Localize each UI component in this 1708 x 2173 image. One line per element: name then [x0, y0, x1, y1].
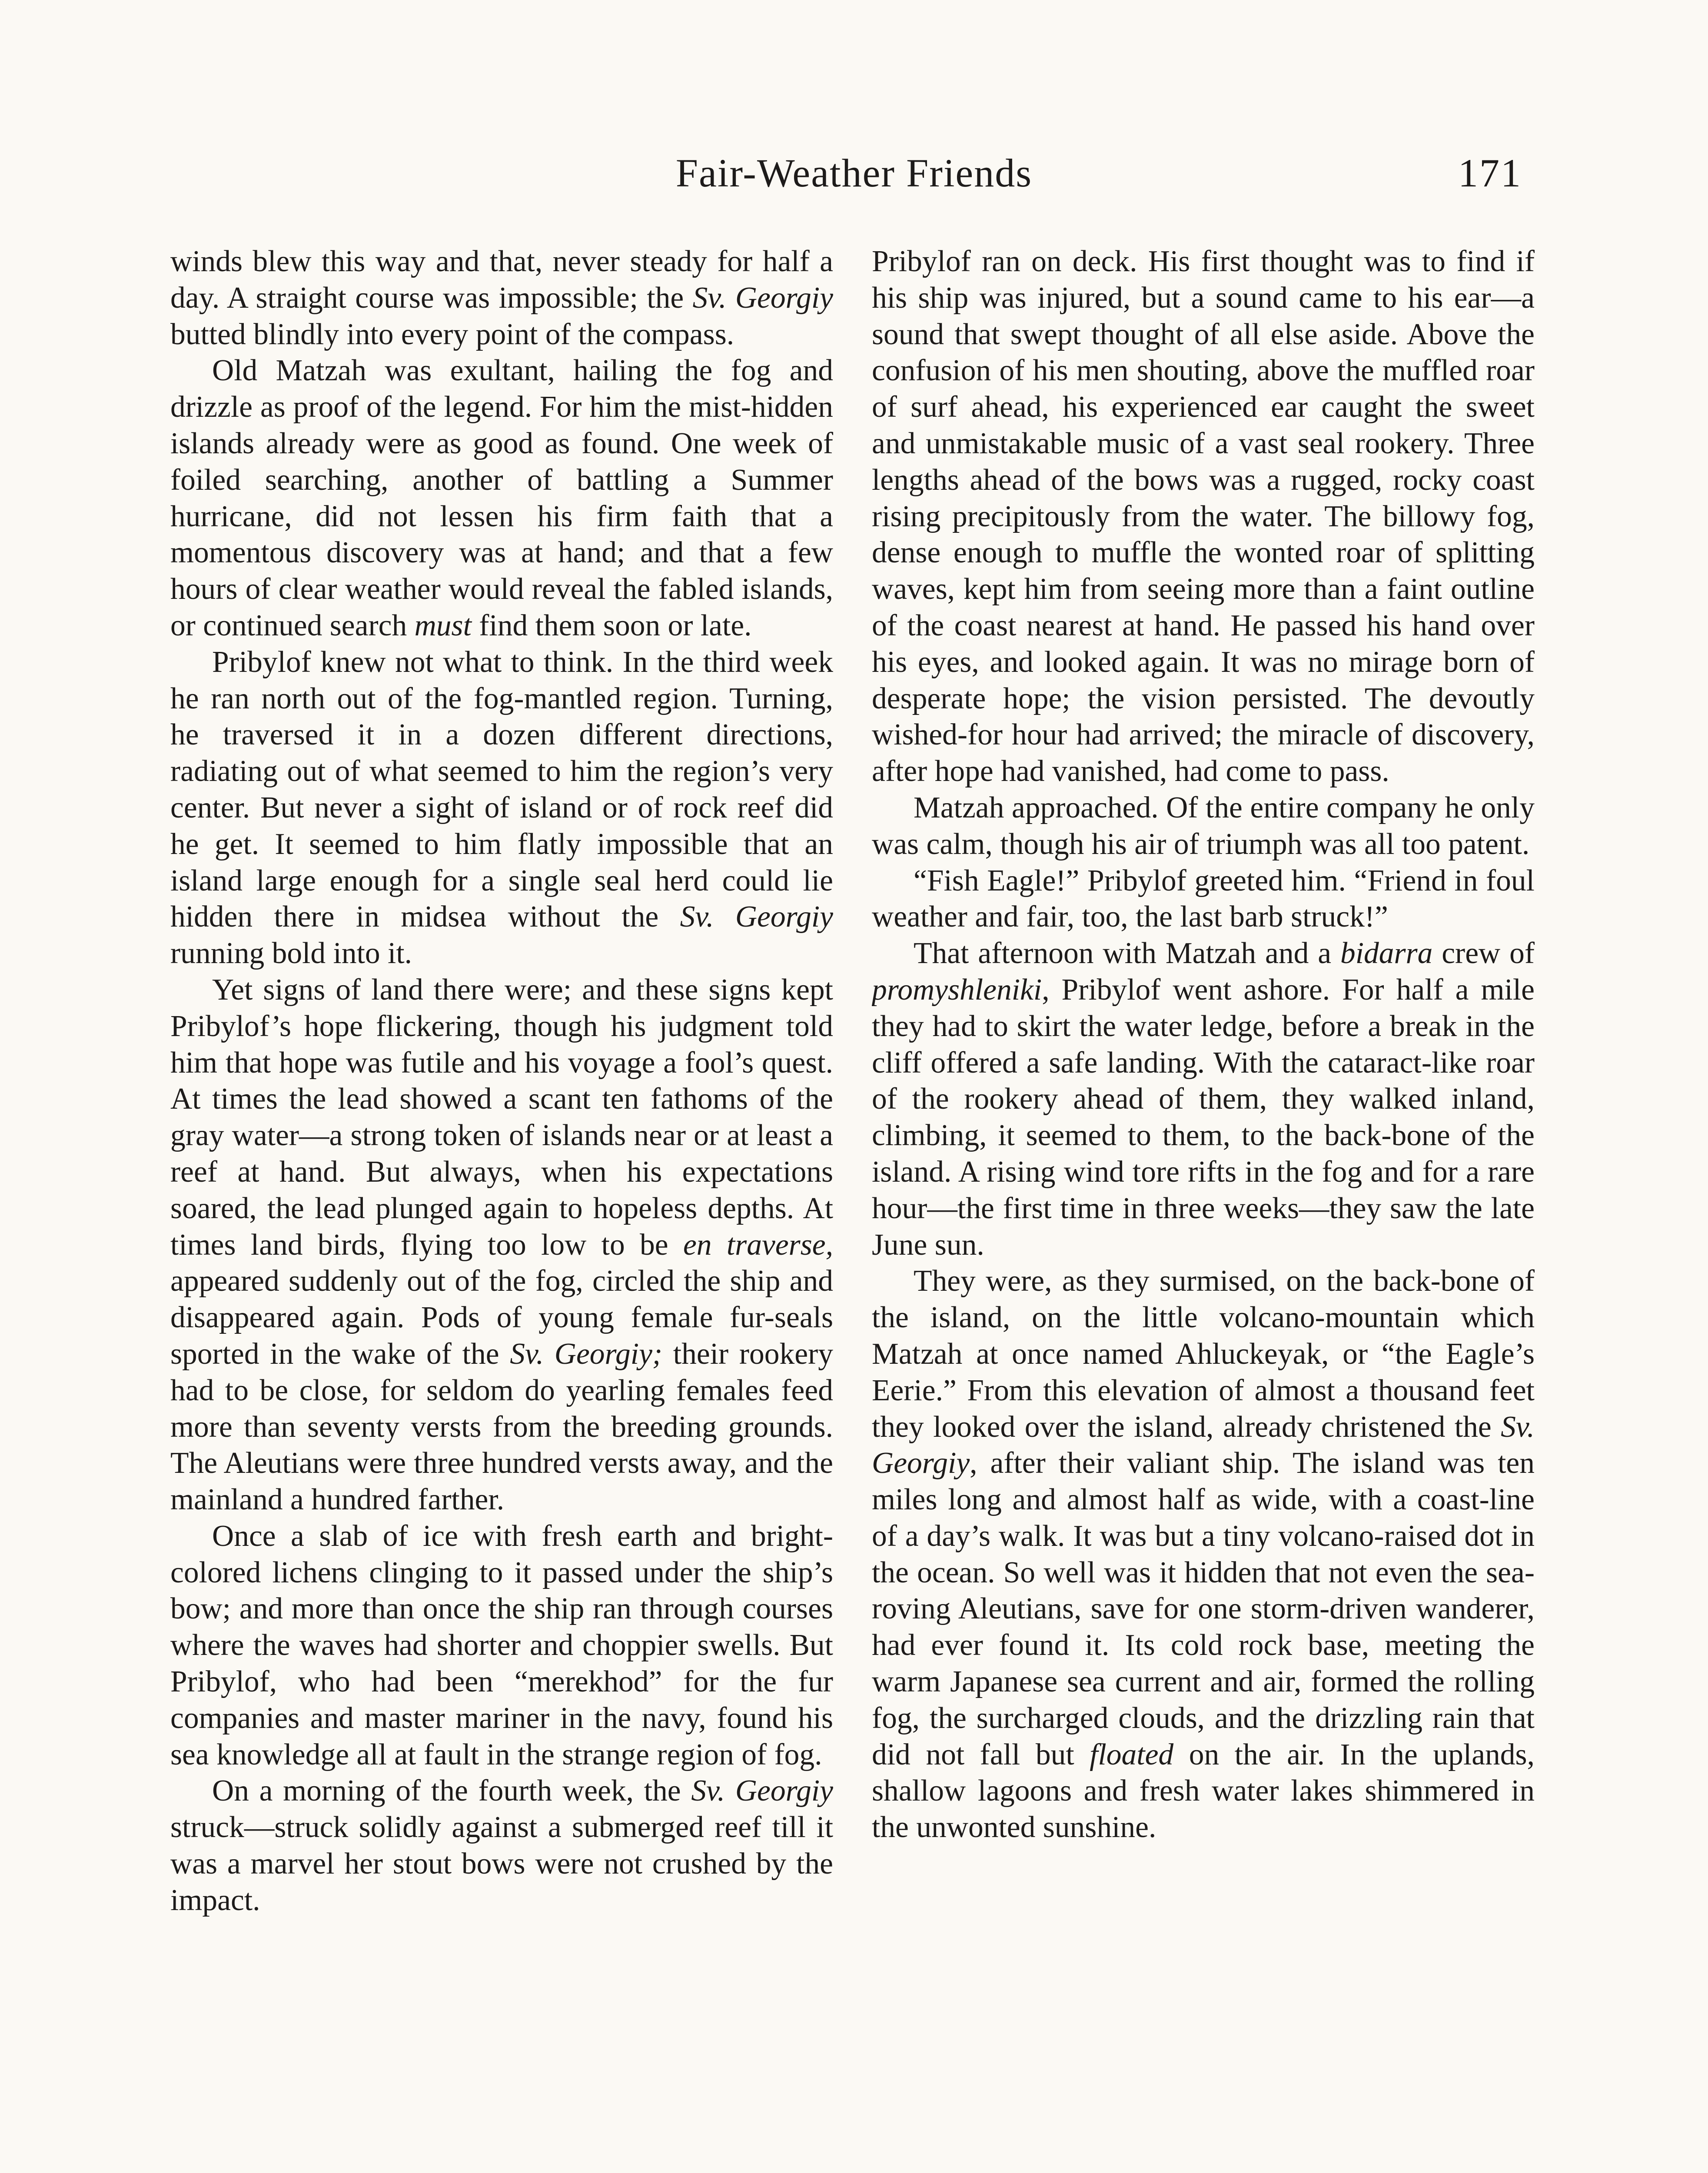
paragraph [170, 1773, 833, 1918]
italic-text: en traverse, [683, 1228, 833, 1262]
italic-text: floated [1090, 1738, 1174, 1771]
text-column-right [872, 243, 1535, 2173]
text-segment: find them soon or late. [471, 608, 752, 642]
text-segment: butted blindly into every point of the compass. [170, 317, 734, 351]
text-segment: On a morning of the fourth week, the [212, 1774, 691, 1808]
text-segment: struck—struck solidly against a submerged reef till it was a marvel her stout bows were not crushed by the impact. [170, 1811, 833, 1917]
text-segment: running bold into it. [170, 937, 412, 970]
text-segment: They were, as they surmised, on the back-bone of the island, on the little volcano-mountain which Matzah at once named Ahluckeyak, or “the Eagle’s Eerie.” From this elevation of almost a thousand feet they looked over the island, already christened the [872, 1264, 1535, 1444]
text-segment: “Fish Eagle!” Pribylof greeted him. “Friend in foul weather and fair, too, the last barb struck!” [872, 864, 1535, 934]
page-number: 171 [1458, 151, 1522, 195]
italic-text: Sv. Georgiy [872, 1410, 1535, 1480]
paragraph [872, 790, 1535, 863]
paragraph [170, 644, 833, 972]
paragraph [170, 972, 833, 1518]
paragraph [170, 1518, 833, 1773]
italic-text: Sv. Georgiy [680, 900, 833, 934]
text-segment: , Pribylof went ashore. For half a mile they had to skirt the water ledge, before a break in the cliff offered a safe landing. With the cataract-like roar of the rookery ahead of them, they walked inland, climbing, it seemed to them, to the back-bone of the island. A rising wind tore rifts in the fog and for a rare hour—the first time in three weeks—they saw the late June sun. [872, 973, 1535, 1262]
page-header [0, 150, 1708, 206]
text-segment: , after their valiant ship. The island was ten miles long and almost half as wide, with a coast-line of a day’s walk. It was but a tiny volcano-raised dot in the ocean. So well was it hidden that not even the sea-roving Aleutians, save for one storm-driven wanderer, had ever found it. Its cold rock base, meeting the warm Japanese sea current and air, formed the rolling fog, the surcharged clouds, and the drizzling rain that did not fall but [872, 1446, 1535, 1771]
text-segment: That afternoon with Matzah and a [914, 937, 1340, 970]
text-column-left [170, 243, 833, 2173]
italic-text: Sv. Georgiy [691, 1774, 833, 1808]
text-segment: appeared suddenly out of the fog, circled the ship and disappeared again. Pods of young female fur-seals sported in the wake of the [170, 1264, 833, 1371]
italic-text: Sv. Georgiy [692, 281, 833, 315]
italic-text: must [414, 608, 472, 642]
italic-text: promyshleniki [872, 973, 1042, 1007]
text-segment: Yet signs of land there were; and these signs kept Pribylof’s hope flickering, though his judgment told him that hope was futile and his voyage a fool’s quest. At times the lead showed a scant ten fathoms of the gray water—a strong token of islands near or at least a reef at hand. But always, when his expectations soared, the lead plunged again to hopeless depths. At times land birds, flying too low to be [170, 973, 833, 1262]
paragraph [872, 935, 1535, 1263]
paragraph [872, 863, 1535, 936]
text-segment: winds blew this way and that, never steady for half a day. A straight course was impossible; the [170, 245, 833, 315]
running-title: Fair-Weather Friends [675, 151, 1033, 195]
paragraph [170, 352, 833, 644]
text-segment: Matzah approached. Of the entire company he only was calm, though his air of triumph was all too patent. [872, 791, 1535, 861]
text-segment: on the air. In the uplands, shallow lagoons and fresh water lakes shimmered in the unwonted sunshine. [872, 1738, 1535, 1844]
text-segment: their rookery had to be close, for seldom do yearling females feed more than seventy versts from the breeding grounds. The Aleutians were three hundred versts away, and the mainland a hundred farther. [170, 1337, 833, 1517]
text-segment: Once a slab of ice with fresh earth and bright-colored lichens clinging to it passed under the ship’s bow; and more than once the ship ran through courses where the waves had shorter and choppier swells. But Pribylof, who had been “merekhod” for the fur companies and master mariner in the navy, found his sea knowledge all at fault in the strange region of fog. [170, 1519, 833, 1771]
italic-text: bidarra [1340, 937, 1433, 970]
paragraph [170, 243, 833, 352]
text-segment: crew of [1432, 937, 1535, 970]
text-segment: Pribylof knew not what to think. In the third week he ran north out of the fog-mantled region. Turning, he traversed it in a dozen different directions, radiating out of what seemed to him the region’s very center. But never a sight of island or of rock reef did he get. It seemed to him flatly impossible that an island large enough for a single seal herd could lie hidden there in midsea without the [170, 645, 833, 934]
paragraph [872, 1263, 1535, 1846]
italic-text: Sv. Georgiy; [510, 1337, 663, 1371]
paragraph [872, 243, 1535, 790]
text-segment: Old Matzah was exultant, hailing the fog and drizzle as proof of the legend. For him the mist-hidden islands already were as good as found. One week of foiled searching, another of battling a Summer hurricane, did not lessen his firm faith that a momentous discovery was at hand; and that a few hours of clear weather would reveal the fabled islands, or continued search [170, 354, 833, 642]
text-segment: Pribylof ran on deck. His first thought was to find if his ship was injured, but a sound came to his ear—a sound that swept thought of all else aside. Above the confusion of his men shouting, above the muffled roar of surf ahead, his experienced ear caught the sweet and unmistakable music of a vast seal rookery. Three lengths ahead of the bows was a rugged, rocky coast rising precipitously from the water. The billowy fog, dense enough to muffle the wonted roar of splitting waves, kept him from seeing more than a faint outline of the coast nearest at hand. He passed his hand over his eyes, and looked again. It was no mirage born of desperate hope; the vision persisted. The devoutly wished-for hour had arrived; the miracle of discovery, after hope had vanished, had come to pass. [872, 245, 1535, 788]
